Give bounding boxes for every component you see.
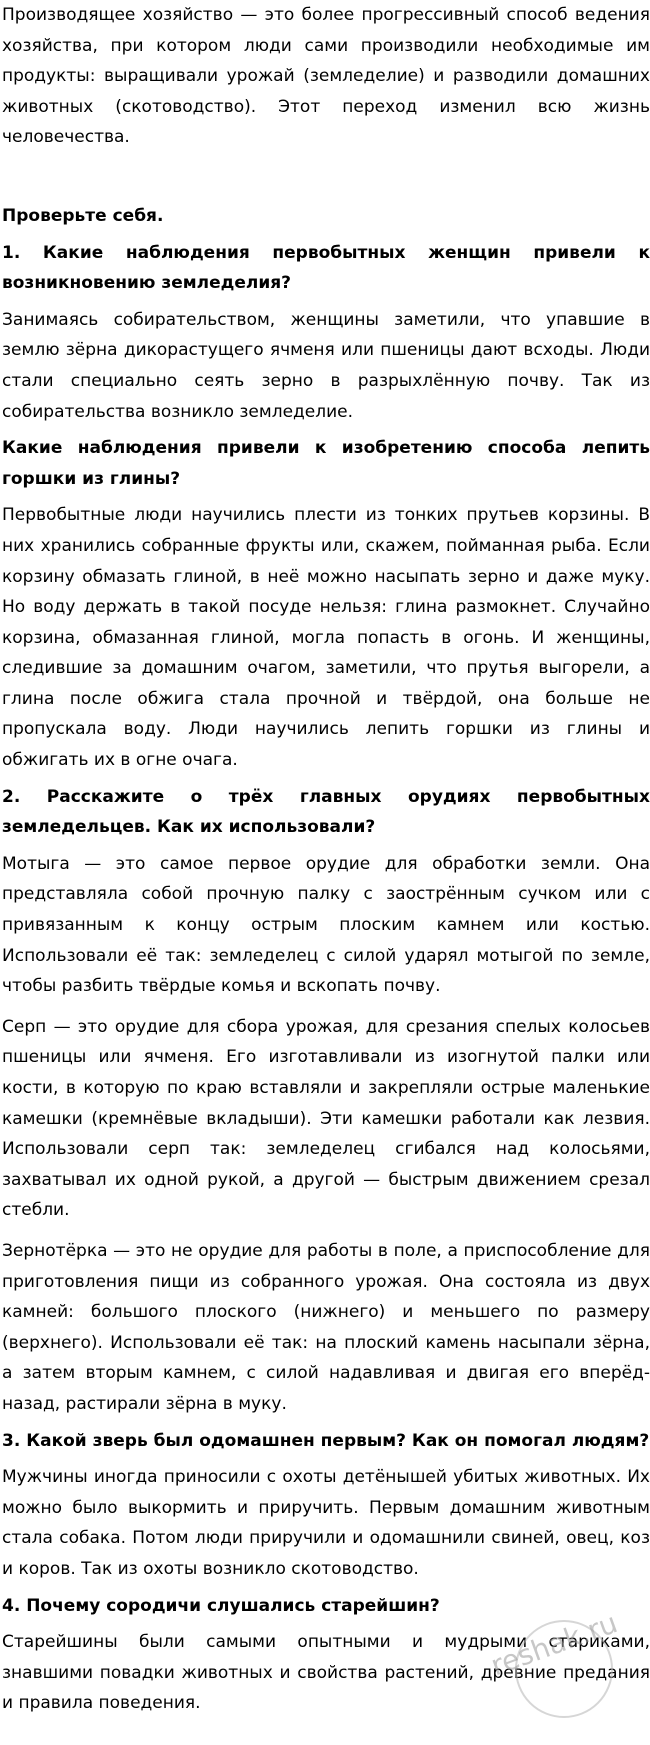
answer-1b: Первобытные люди научились плести из тонких прутьев корзины. В них хранились собранные фрукты или, скажем, пойманная рыба. Если корзину обмазать глиной, в неё можно насыпать зерно и даже муку. Но воду держать в такой посуде нельзя: глина размокнет. Случайно корзина, обмазанная глиной, могла попасть в огонь. И женщины, следившие за домашним очагом, заметили, что прутья выгорели, а глина после обжига стала прочной и твёрдой, она больше не пропускала воду. Люди научились лепить горшки из глины и обжигать их в огне очага. [2, 505, 650, 771]
check-yourself-heading: Проверьте себя. [2, 205, 164, 226]
answer-2-grinder: Зернотёрка — это не орудие для работы в поле, а приспособление для приготовления пищи из собранного урожая. Она состояла из двух камней: большого плоского (нижнего) и меньшего по размеру (верхнего). Использовали её так: на плоский камень насыпали зёрна, а затем вторым камнем, с силой надавливая и двигая его вперёд-назад, растирали зёрна в муку. [2, 1240, 650, 1414]
answer-4: Старейшины были самыми опытными и мудрыми стариками, знавшими повадки животных и свойства растений, древние предания и правила поведения. [2, 1632, 650, 1714]
answer-1: Занимаясь собирательством, женщины заметили, что упавшие в землю зёрна дикорастущего ячменя или пшеницы дают всходы. Люди стали специально сеять зерно в разрыхлённую почву. Так из собирательства возникло земледелие. [2, 309, 650, 422]
question-1b: Какие наблюдения привели к изобретению способа лепить горшки из глины? [2, 438, 650, 489]
watermark-text: reshak.ru [486, 1606, 622, 1683]
question-3: 3. Какой зверь был одомашнен первым? Как он помогал людям? [2, 1430, 650, 1451]
answer-2-hoe: Мотыга — это самое первое орудие для обработки земли. Она представляла собой прочную палку с заострённым сучком или с привязанным к концу острым плоским камнем или костью. Использовали её так: земледелец с силой ударял мотыгой по земле, чтобы разбить твёрдые комья и вскопать почву. [2, 853, 650, 997]
question-2: 2. Расскажите о трёх главных орудиях первобытных земледельцев. Как их использовали? [2, 786, 650, 838]
intro-paragraph: Производящее хозяйство — это более прогрессивный способ ведения хозяйства, при котором люди сами производили необходимые им продукты: выращивали урожай (земледелие) и разводили домашних животных (скотоводство). Этот переход изменил всю жизнь человечества. [2, 5, 650, 148]
question-1: 1. Какие наблюдения первобытных женщин привели к возникновению земледелия? [2, 242, 650, 294]
answer-2-sickle: Серп — это орудие для сбора урожая, для срезания спелых колосьев пшеницы или ячменя. Его изготавливали из изогнутой палки или кости, в которую по краю вставляли и закрепляли острые маленькие камешки (кремнёвые вкладыши). Эти камешки работали как лезвия. Использовали серп так: земледелец сгибался над колосьями, захватывал их одной рукой, а другой — быстрым движением срезал стебли. [2, 1016, 650, 1221]
question-4: 4. Почему сородичи слушались старейшин? [2, 1595, 440, 1616]
answer-3: Мужчины иногда приносили с охоты детёнышей убитых животных. Их можно было выкормить и приручить. Первым домашним животным стала собака. Потом люди приручили и одомашнили свиней, овец, коз и коров. Так из охоты возникло скотоводство. [2, 1467, 650, 1579]
